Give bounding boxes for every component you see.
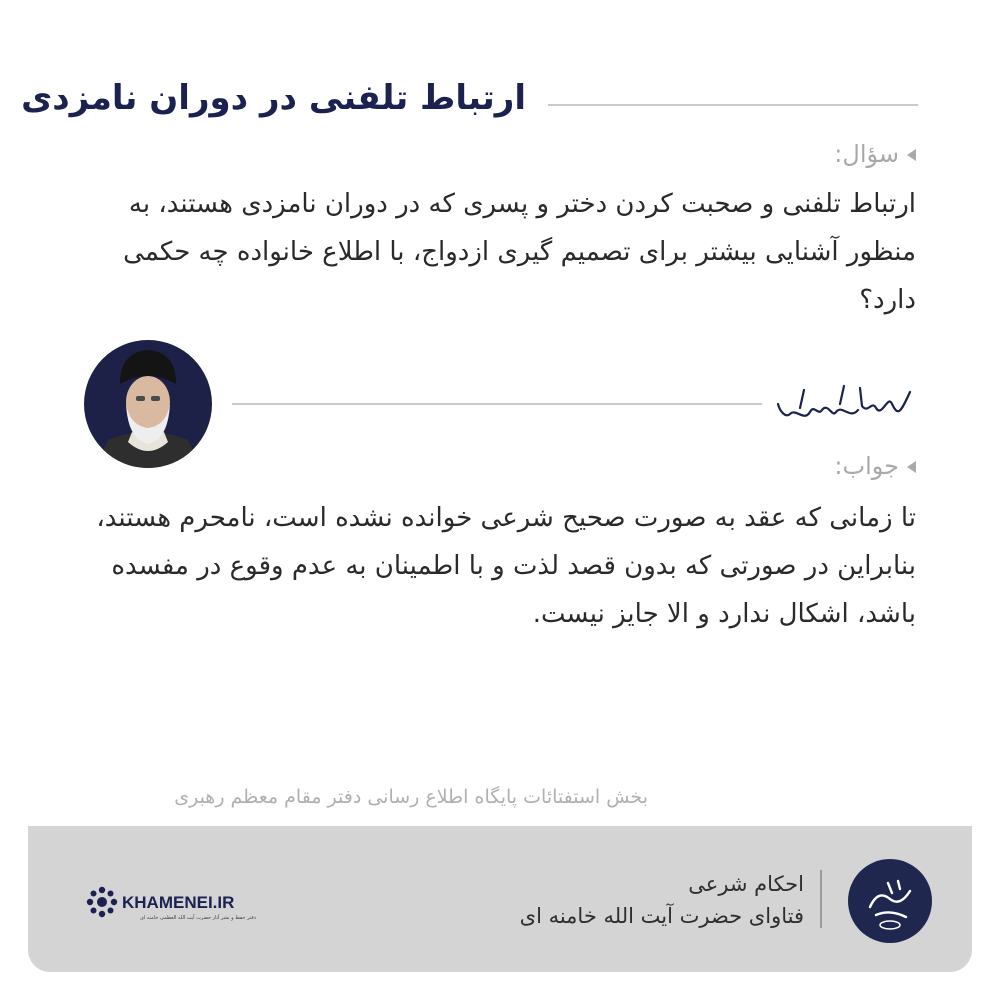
answer-label-text: جواب: [834, 452, 899, 480]
triangle-left-icon [907, 461, 916, 473]
triangle-left-icon [907, 149, 916, 161]
question-label [834, 140, 916, 168]
logo-text: KHAMENEI.IR [122, 893, 235, 912]
page-title: ارتباط تلفنی در دوران نامزدی [21, 78, 526, 118]
basmala-calligraphy [770, 374, 920, 434]
logo-subtext: دفتر حفظ و نشر آثار حضرت آیت الله العظمی خامنه ای [140, 915, 256, 921]
answer-text: تا زمانی که عقد به صورت صحیح شرعی خوانده نشده است، نامحرم هستند، بنابراین در صورتی که بدون قصد لذت و با اطمینان به عدم وقوع در مفسده باشد، اشکال ندارد و الا جایز نیست. [96, 503, 916, 629]
question-text: ارتباط تلفنی و صحبت کردن دختر و پسری که در دوران نامزدی هستند، به منظور آشنایی بیشتر برای تصمیم گیری ازدواج، با اطلاع خانواده چه حکمی دارد؟ [123, 189, 916, 315]
khamenei-logo [84, 884, 260, 924]
seal-logo [848, 859, 932, 943]
footer-title: احکام شرعی [688, 872, 804, 896]
question-label-text: سؤال: [834, 140, 899, 168]
footer-panel [28, 826, 972, 972]
title-divider [548, 104, 918, 106]
answer-label [834, 452, 916, 480]
portrait-image [84, 340, 212, 468]
footer-divider [820, 870, 822, 928]
footer-subtitle: فتاوای حضرت آیت الله خامنه ای [519, 904, 804, 928]
source-caption: بخش استفتائات پایگاه اطلاع رسانی دفتر مقام معظم رهبری [174, 786, 648, 808]
middle-divider [232, 403, 762, 405]
